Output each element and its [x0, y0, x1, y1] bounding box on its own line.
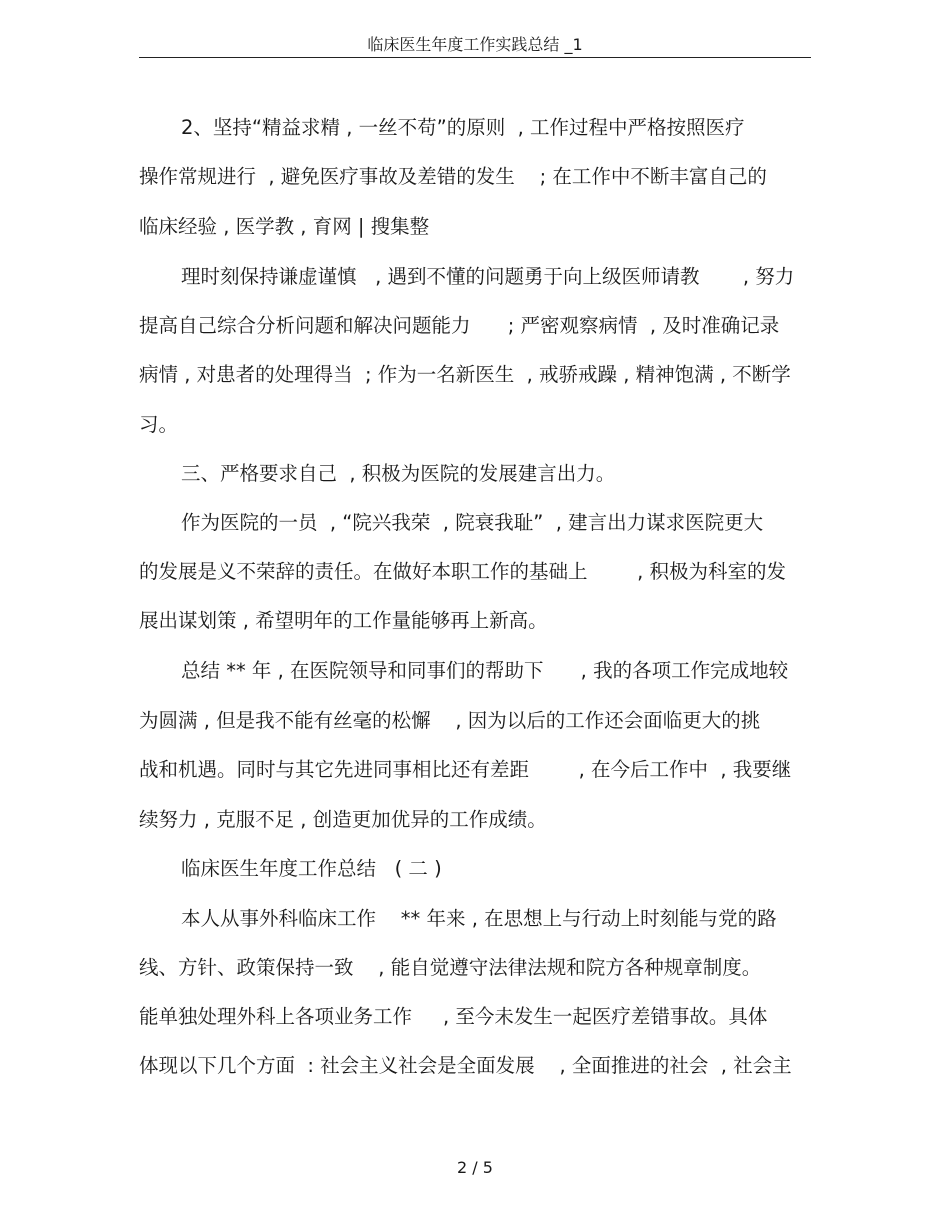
body-line: 总结 ** 年 , 在医院领导和同事们的帮助下 , 我的各项工作完成地较	[181, 659, 789, 682]
body-line: 的发展是义不荣辞的责任。在做好本职工作的基础上 , 积极为科室的发	[139, 560, 786, 583]
body-line: 作为医院的一员 , “院兴我荣 , 院衰我耻” , 建言出力谋求医院更大	[181, 511, 764, 534]
body-line: 操作常规进行 , 避免医疗事故及差错的发生 ; 在工作中不断丰富自己的	[139, 165, 767, 188]
body-line: 展出谋划策 , 希望明年的工作量能够再上新高。	[139, 609, 548, 632]
body-line: 理时刻保持谦虚谨慎 , 遇到不懂的问题勇于向上级医师请教 , 努力	[181, 265, 795, 288]
body-line: 病情 , 对患者的处理得当 ; 作为一名新医生 , 戒骄戒躁 , 精神饱满 , 不断学	[139, 363, 791, 386]
body-line: 体现以下几个方面 : 社会主义社会是全面发展 , 全面推进的社会 , 社会主	[139, 1054, 792, 1077]
body-line: 习。	[139, 413, 179, 436]
body-line: 2、坚持“精益求精 , 一丝不苟”的原则 , 工作过程中严格按照医疗	[181, 116, 745, 139]
body-line: 续努力 , 克服不足 , 创造更加优异的工作成绩。	[139, 808, 547, 831]
section-heading: 临床医生年度工作总结 ( 二 )	[181, 857, 442, 880]
body-line: 战和机遇。同时与其它先进同事相比还有差距 , 在今后工作中 , 我要继	[139, 758, 792, 781]
body-line: 线、方针、政策保持一致 , 能自觉遵守法律法规和院方各种规章制度。	[139, 956, 762, 979]
body-line: 能单独处理外科上各项业务工作 , 至今未发生一起医疗差错事故。具体	[139, 1005, 768, 1028]
page-header-title: 临床医生年度工作实践总结 _1	[367, 35, 583, 54]
header-divider	[139, 57, 811, 58]
page-number: 2 / 5	[457, 1158, 493, 1177]
body-line: 为圆满 , 但是我不能有丝毫的松懈 , 因为以后的工作还会面临更大的挑	[139, 709, 761, 732]
body-line: 本人从事外科临床工作 ** 年来 , 在思想上与行动上时刻能与党的路	[181, 907, 777, 930]
body-line: 临床经验 , 医学教 , 育网 | 搜集整	[139, 215, 430, 238]
section-heading: 三、严格要求自己 , 积极为医院的发展建言出力。	[181, 462, 616, 485]
body-line: 提高自己综合分析问题和解决问题能力 ; 严密观察病情 , 及时准确记录	[139, 314, 780, 337]
